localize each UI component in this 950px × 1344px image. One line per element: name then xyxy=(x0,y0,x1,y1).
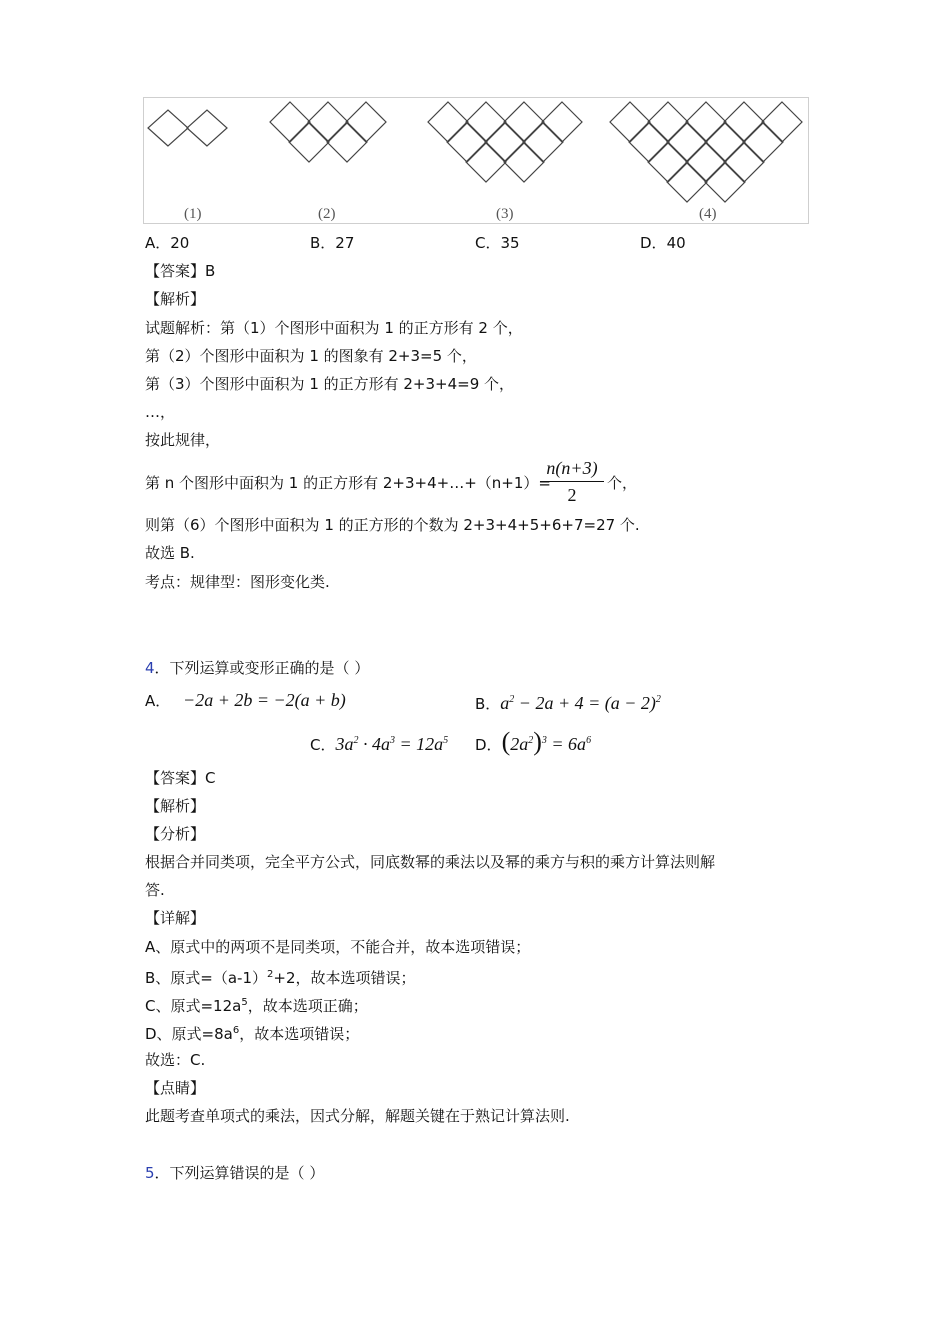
choice-value: 27 xyxy=(335,234,355,252)
choice-value: 20 xyxy=(170,234,190,252)
q4-fenxi-text-1: 根据合并同类项，完全平方公式，同底数幂的乘法以及幂的乘方与积的乘方计算法则解 xyxy=(145,853,716,871)
figure-1 xyxy=(148,110,227,146)
q3-fraction xyxy=(540,456,604,507)
q3-choice-b xyxy=(310,233,354,253)
q4-fenxi: 【分析】 xyxy=(145,825,206,843)
option-expression: −2a + 2b = −2(a + b) xyxy=(183,690,346,710)
option-label: B． xyxy=(475,695,501,713)
q4-option-c xyxy=(310,731,448,755)
q3-line-1: 试题解析：第（1）个图形中面积为 1 的正方形有 2 个， xyxy=(145,319,523,337)
choice-value: 35 xyxy=(500,234,520,252)
q3-line-2: 第（2）个图形中面积为 1 的图象有 2+3=5 个， xyxy=(145,347,477,365)
figure-label-4: (4) xyxy=(699,206,717,222)
q4-option-b xyxy=(475,690,661,714)
q3-line-3: 第（3）个图形中面积为 1 的正方形有 2+3+4=9 个， xyxy=(145,375,515,393)
option-expression: $a^2 - 2a + 4 = (a - 2)^2$ xyxy=(500,693,661,713)
q4-option-d xyxy=(475,727,592,756)
q3-choice-d xyxy=(640,233,686,253)
figure-3 xyxy=(428,102,582,182)
choice-letter: C． xyxy=(475,234,501,252)
q3-formula-prefix: 第 n 个图形中面积为 1 的正方形有 2+3+4+…+（n+1）= xyxy=(145,474,551,492)
q3-formula-suffix: 个， xyxy=(607,474,638,492)
q4-detail-d: D、原式$=8a^6$，故本选项错误； xyxy=(145,1025,360,1043)
q3-line-4: …， xyxy=(145,403,176,421)
q3-choice-c xyxy=(475,233,520,253)
q3-line-6: 则第（6）个图形中面积为 1 的正方形的个数为 2+3+4+5+6+7=27 个. xyxy=(145,516,640,534)
figure-label-2: (2) xyxy=(318,206,336,222)
q4-jiexi: 【解析】 xyxy=(145,797,206,815)
q3-kaodian: 考点：规律型：图形变化类. xyxy=(145,573,330,591)
question-text: ．下列运算错误的是（ ） xyxy=(154,1164,325,1182)
figure-2 xyxy=(270,102,386,162)
option-label: D． xyxy=(475,736,502,754)
q3-choice-a xyxy=(145,233,189,253)
choice-letter: D． xyxy=(640,234,667,252)
q4-answer: 【答案】C xyxy=(145,769,216,787)
figure-4 xyxy=(610,102,802,202)
question-number: 5 xyxy=(145,1164,155,1182)
q4-stem xyxy=(145,658,369,678)
fraction-numerator: n(n+3) xyxy=(546,458,598,478)
fraction-denominator: 2 xyxy=(567,485,577,505)
question-number: 4 xyxy=(145,659,155,677)
fraction-bar xyxy=(540,481,604,482)
option-label: C． xyxy=(310,736,336,754)
option-label: A． xyxy=(145,692,171,710)
q4-choose: 故选：C. xyxy=(145,1051,206,1069)
q4-dianjing-text: 此题考查单项式的乘法，因式分解，解题关键在于熟记计算法则. xyxy=(145,1107,570,1125)
q4-detail-a: A、原式中的两项不是同类项，不能合并，故本选项错误； xyxy=(145,938,531,956)
pattern-figure xyxy=(143,97,809,224)
q4-dianjing: 【点睛】 xyxy=(145,1079,206,1097)
q4-fenxi-text-2: 答. xyxy=(145,881,165,899)
question-text: ．下列运算或变形正确的是（ ） xyxy=(154,659,370,677)
q4-xiangjie: 【详解】 xyxy=(145,909,206,927)
q5-stem xyxy=(145,1163,324,1183)
q3-choose: 故选 B. xyxy=(145,544,195,562)
q4-detail-c: C、原式$=12a^5$，故本选项正确； xyxy=(145,997,368,1015)
figure-label-3: (3) xyxy=(496,206,514,222)
q3-line-5: 按此规律， xyxy=(145,431,221,449)
option-expression: $(2a^2)^3 = 6a^6$ xyxy=(501,727,592,756)
option-expression: $3a^2 \cdot 4a^3 = 12a^5$ xyxy=(335,734,449,754)
figure-label-1: (1) xyxy=(184,206,202,222)
choice-value: 40 xyxy=(666,234,686,252)
q4-option-a xyxy=(145,690,346,711)
pattern-figure-svg xyxy=(144,98,808,223)
q3-analysis-head: 【解析】 xyxy=(145,290,206,308)
choice-letter: A． xyxy=(145,234,171,252)
choice-letter: B． xyxy=(310,234,336,252)
q4-detail-b: B、原式$=(a-1)^2+2$，故本选项错误； xyxy=(145,969,416,987)
q3-answer: 【答案】B xyxy=(145,262,216,280)
